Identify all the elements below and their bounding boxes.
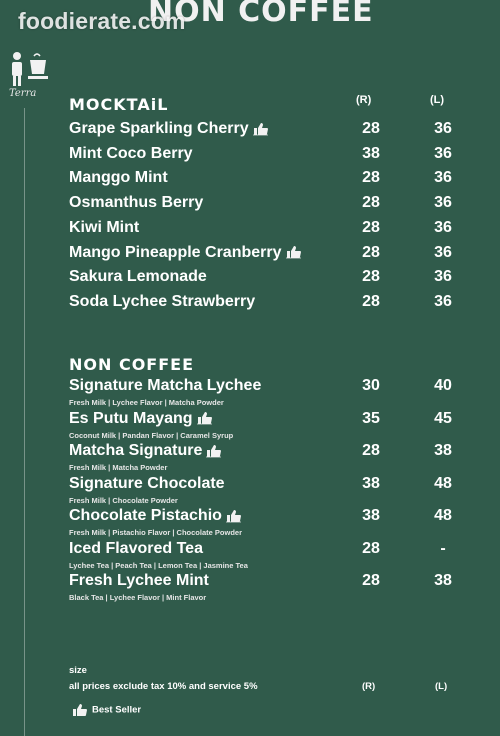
item-name [69, 194, 203, 212]
price-large: 36 [434, 120, 452, 137]
price-regular: 38 [362, 144, 380, 162]
menu-item [69, 572, 469, 592]
price-regular: 28 [362, 169, 380, 187]
menu-item [69, 169, 469, 189]
item-name-text: Es Putu Mayang [69, 409, 193, 427]
price-large: 38 [434, 572, 452, 589]
item-name-text: Soda Lychee Strawberry [69, 292, 256, 310]
item-name [69, 169, 168, 187]
thumbs-up-icon [72, 703, 88, 717]
item-name-text: Sakura Lemonade [69, 268, 207, 286]
price-large: 48 [434, 474, 452, 492]
item-name [69, 410, 213, 428]
item-description: Coconut Milk | Pandan Flavor | Caramel Syrup [69, 430, 234, 440]
item-name-text: Grape Sparkling Cherry [69, 120, 249, 137]
price-large: 36 [434, 144, 452, 162]
size-large: (L) [435, 681, 448, 692]
price-large: 36 [434, 194, 452, 212]
item-name [69, 572, 209, 590]
item-name [69, 120, 269, 138]
price-regular: 30 [362, 377, 380, 394]
price-large: 48 [434, 507, 452, 524]
price-regular: 38 [362, 474, 380, 492]
item-name [69, 219, 139, 237]
size-label: size [69, 665, 87, 676]
section-title-noncoffee: NON COFFEE [69, 355, 195, 374]
menu-item [69, 194, 469, 214]
item-name [69, 442, 222, 460]
item-name [69, 293, 255, 311]
item-name-text: Kiwi Mint [69, 218, 140, 236]
item-name-text: Mango Pineapple Cranberry [69, 243, 282, 261]
size-regular: (R) [362, 681, 376, 692]
price-large: 36 [434, 169, 452, 187]
menu-item [69, 475, 469, 495]
item-description: Fresh Milk | Chocolate Powder [69, 495, 178, 505]
item-description: Fresh Milk | Pistachio Flavor | Chocolate Powder [69, 528, 242, 537]
menu-item [69, 120, 469, 140]
divider-line [24, 108, 25, 736]
item-name [69, 540, 203, 558]
menu-item [69, 293, 469, 313]
menu-item [69, 268, 469, 288]
price-regular: 28 [362, 442, 380, 459]
item-name-text: Signature Matcha Lychee [69, 377, 262, 394]
price-regular: 28 [362, 292, 380, 310]
menu-item [69, 410, 469, 430]
thumbs-up-icon [206, 444, 222, 458]
price-large: 45 [434, 409, 452, 427]
menu-item [69, 507, 469, 527]
item-name-text: Signature Chocolate [69, 474, 225, 492]
price-regular: 28 [362, 120, 380, 137]
best-seller-label: Best Seller [92, 704, 142, 716]
price-large: 36 [434, 243, 452, 261]
col-header-regular: (R) [356, 94, 372, 106]
item-description: Lychee Tea | Peach Tea | Lemon Tea | Jasmine Tea [69, 560, 248, 570]
price-regular: 28 [362, 243, 380, 261]
price-regular: 28 [362, 268, 380, 286]
item-description: Fresh Milk | Matcha Powder [69, 463, 168, 472]
menu-item [69, 244, 469, 264]
page-title: NON COFFEE [148, 0, 374, 29]
col-header-large: (L) [430, 94, 445, 106]
thumbs-up-icon [253, 122, 269, 136]
menu-item [69, 145, 469, 165]
item-description: Fresh Milk | Lychee Flavor | Matcha Powder [69, 398, 224, 407]
price-large: 38 [434, 442, 452, 459]
price-regular: 28 [362, 218, 380, 236]
item-name [69, 475, 225, 493]
item-name-text: Iced Flavored Tea [69, 539, 203, 557]
menu-item [69, 442, 469, 462]
section-title-mocktail: MOCKTAiL [69, 95, 169, 114]
item-name-text: Fresh Lychee Mint [69, 572, 209, 589]
price-large: 36 [434, 218, 452, 236]
item-name [69, 377, 261, 395]
item-name-text: Chocolate Pistachio [69, 507, 222, 524]
price-regular: 28 [362, 539, 380, 557]
thumbs-up-icon [226, 509, 242, 523]
price-large: 36 [434, 292, 452, 310]
item-name-text: Osmanthus Berry [69, 194, 204, 212]
best-seller-legend [72, 703, 141, 717]
price-large: 36 [434, 268, 452, 286]
item-name [69, 145, 193, 163]
price-large: 40 [434, 377, 452, 394]
menu-item [69, 540, 469, 560]
item-name-text: Manggo Mint [69, 169, 168, 187]
thumbs-up-icon [286, 245, 302, 259]
thumbs-up-icon [197, 411, 213, 425]
price-regular: 28 [362, 194, 380, 212]
item-name [69, 244, 302, 262]
menu-item [69, 377, 469, 397]
item-name-text: Mint Coco Berry [69, 144, 193, 162]
price-large: - [440, 539, 446, 557]
item-name-text: Matcha Signature [69, 442, 203, 459]
tax-note: all prices exclude tax 10% and service 5% [69, 681, 258, 692]
menu-item [69, 219, 469, 239]
watermark: foodierate.com [18, 8, 186, 34]
price-regular: 28 [362, 572, 380, 589]
item-description: Black Tea | Lychee Flavor | Mint Flavor [69, 593, 207, 602]
logo-text: Terra [9, 88, 37, 99]
item-name [69, 268, 207, 286]
item-name [69, 507, 242, 525]
price-regular: 35 [362, 409, 380, 427]
price-regular: 38 [362, 507, 380, 524]
